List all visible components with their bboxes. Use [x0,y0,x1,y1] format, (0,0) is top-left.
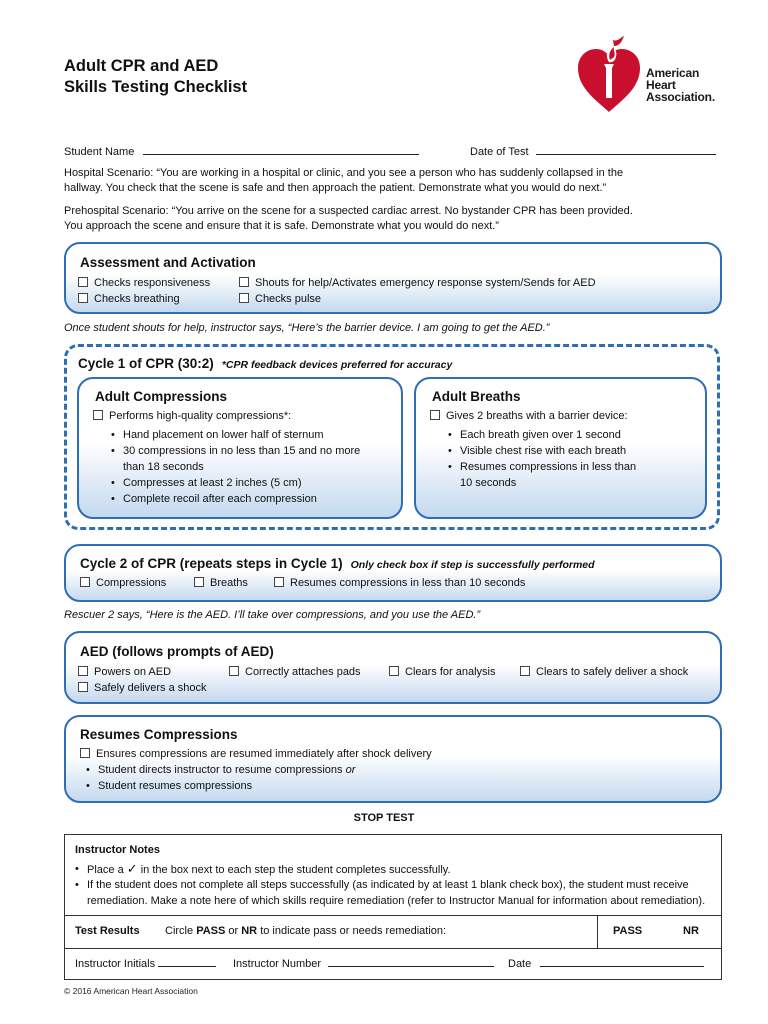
checkbox[interactable] [78,277,88,287]
clears-for-analysis-item[interactable] [389,665,495,679]
clears-to-deliver-shock-item[interactable] [520,665,688,679]
checkbox[interactable] [239,277,249,287]
checklist-label: Ensures compressions are resumed immediately after shock delivery [96,748,432,760]
instructor-notes-title: Instructor Notes [75,844,160,856]
checkbox[interactable] [78,293,88,303]
test-results-label: Test Results [75,925,140,937]
hospital-scenario-line: hallway. You check that the scene is safe and then approach the patient. Demonstrate what you would do next.” [64,182,607,194]
bullet-item: • Each breath given over 1 second [460,427,621,443]
title-line-1: Adult CPR and AED [64,57,219,75]
aha-logo [576,34,746,114]
checkbox[interactable] [239,293,249,303]
instructor-note-1: Once student shouts for help, instructor says, “Here’s the barrier device. I am going to get the AED.” [64,322,550,334]
instructor-initials-field[interactable] [158,957,216,967]
date-of-test-label: Date of Test [470,146,529,158]
document-title [64,56,247,98]
resumes-compressions-title: Resumes Compressions [80,727,238,742]
logo-text [646,67,715,103]
note-text: Place a [87,864,124,876]
instructor-initials-label: Instructor Initials [75,958,156,970]
student-name-label: Student Name [64,146,135,158]
bullet-or: or [345,764,356,776]
assessment-title: Assessment and Activation [80,255,256,270]
instructor-number-row [233,957,494,970]
checklist-label: Resumes compressions in less than 10 seconds [290,577,526,589]
circle-text: or [228,925,239,937]
cycle-2-box [64,544,722,602]
circle-text: Circle [165,925,194,937]
checkbox[interactable] [78,666,88,676]
delivers-shock-item[interactable] [78,681,207,695]
aed-box [64,631,722,704]
table-divider [65,948,721,949]
prehospital-scenario-line: Prehospital Scenario: “You arrive on the scene for a suspected cardiac arrest. No bystander CPR has been provided. [64,205,633,217]
instructor-note-2: Rescuer 2 says, “Here is the AED. I’ll take over compressions, and you use the AED.” [64,609,481,621]
checklist-label: Clears to safely deliver a shock [536,666,689,678]
resumes-compressions-box [64,715,722,803]
bullet-item: • Hand placement on lower half of sternum [123,427,324,443]
logo-text-line: American [646,66,700,80]
hospital-scenario-line: Hospital Scenario: “You are working in a hospital or clinic, and you see a person who has suddenly collapsed in the [64,167,624,179]
cycle-2-subtitle: Only check box if step is successfully performed [350,559,595,571]
pass-option[interactable]: PASS [613,925,643,937]
bullet-item: • Visible chest rise with each breath [460,443,626,459]
adult-compressions-box [77,377,403,519]
powers-on-aed-item[interactable] [78,665,171,679]
ensures-compressions-item[interactable] [80,747,432,761]
date-line [470,145,716,160]
circle-instruction [165,925,446,937]
high-quality-compressions-item[interactable] [93,409,291,423]
instructor-note-item [87,877,705,909]
checklist-label: Checks responsiveness [94,277,211,289]
title-line-2: Skills Testing Checklist [64,78,248,96]
cycle-1-subtitle: *CPR feedback devices preferred for accuracy [221,359,453,371]
checkbox[interactable] [430,410,440,420]
logo-text-line: Heart [646,78,676,92]
checklist-label: Shouts for help/Activates emergency response system/Sends for AED [255,277,596,289]
adult-breaths-box [414,377,707,519]
table-divider [65,915,721,916]
assessment-box [64,242,722,314]
prehospital-scenario-line: You approach the scene and ensure that it is safe. Demonstrate what you would do next.” [64,220,499,232]
instructor-date-field[interactable] [540,957,704,967]
table-divider [597,915,598,948]
logo-text-line: Association. [646,90,715,104]
checklist-label: Correctly attaches pads [245,666,361,678]
bullet-item: • 30 compressions in no less than 15 and no more [123,443,360,459]
checks-breathing-item[interactable] [78,292,180,306]
cycle-2-title-text: Cycle 2 of CPR (repeats steps in Cycle 1) [80,556,343,571]
bullet-text: Student directs instructor to resume compressions [98,764,343,776]
checkbox[interactable] [389,666,399,676]
instructor-date-label: Date [508,958,532,970]
checklist-label: Checks pulse [255,293,322,305]
instructor-date-row [508,957,704,970]
date-of-test-field[interactable] [536,145,716,155]
cycle-2-resumes-item[interactable] [274,576,525,590]
cycle-1-title-text: Cycle 1 of CPR (30:2) [78,356,214,371]
bullet-item: • Complete recoil after each compression [123,491,317,507]
nr-option[interactable]: NR [683,925,699,937]
checklist-label: Breaths [210,577,248,589]
checkbox[interactable] [93,410,103,420]
instructor-note-item [87,861,451,878]
bullet-continuation: than 18 seconds [123,461,204,473]
aed-title: AED (follows prompts of AED) [80,644,274,659]
prehospital-scenario [64,204,633,234]
checkbox[interactable] [520,666,530,676]
checkbox[interactable] [229,666,239,676]
instructor-number-field[interactable] [328,957,494,967]
check-mark-icon: ✓ [126,861,138,876]
adult-breaths-title: Adult Breaths [432,389,521,404]
checkbox[interactable] [78,682,88,692]
student-name-field[interactable] [143,145,419,155]
note-text: in the box next to each step the student completes successfully. [140,864,451,876]
checklist-label: Powers on AED [94,666,172,678]
student-line [64,145,419,160]
circle-nr-text: NR [241,925,258,937]
note-text: • If the student does not complete all steps successfully (as indicated by at least 1 blank check box), the student must receive [87,879,689,891]
bullet-item [98,762,355,778]
instructor-initials-row [75,957,216,970]
checklist-label: Compressions [96,577,167,589]
gives-2-breaths-item[interactable] [430,409,628,423]
checklist-label: Safely delivers a shock [94,682,207,694]
heart-torch-icon [576,34,642,114]
copyright: © 2016 American Heart Association [64,986,198,996]
stop-test-label: STOP TEST [353,812,415,824]
checklist-label: Checks breathing [94,293,180,305]
attaches-pads-item[interactable] [229,665,361,679]
shouts-for-help-item[interactable] [239,276,596,290]
cycle-2-compressions-item[interactable] [80,576,166,590]
note-text: remediation. Make a note here of which skills require remediation (refer to Instructor Manual for information about remediation). [87,895,706,907]
instructor-number-label: Instructor Number [233,958,322,970]
cycle-2-breaths-item[interactable] [194,576,248,590]
checkbox[interactable] [80,577,90,587]
hospital-scenario [64,166,623,196]
checklist-label: Gives 2 breaths with a barrier device: [446,410,628,422]
circle-pass-text: PASS [196,925,226,937]
checklist-label: Clears for analysis [405,666,496,678]
checks-responsiveness-item[interactable] [78,276,210,290]
bullet-item: • Resumes compressions in less than [460,459,636,475]
checkbox[interactable] [194,577,204,587]
checklist-label: Performs high-quality compressions*: [109,410,292,422]
bullet-item: • Student resumes compressions [98,778,252,794]
circle-text: to indicate pass or needs remediation: [260,925,447,937]
instructor-notes-table [64,834,722,980]
checkbox[interactable] [274,577,284,587]
cycle-1-title [78,356,452,371]
checkbox[interactable] [80,748,90,758]
bullet-item: • Compresses at least 2 inches (5 cm) [123,475,302,491]
cycle-2-title [80,556,595,571]
bullet-continuation: 10 seconds [460,477,517,489]
checks-pulse-item[interactable] [239,292,321,306]
adult-compressions-title: Adult Compressions [95,389,228,404]
